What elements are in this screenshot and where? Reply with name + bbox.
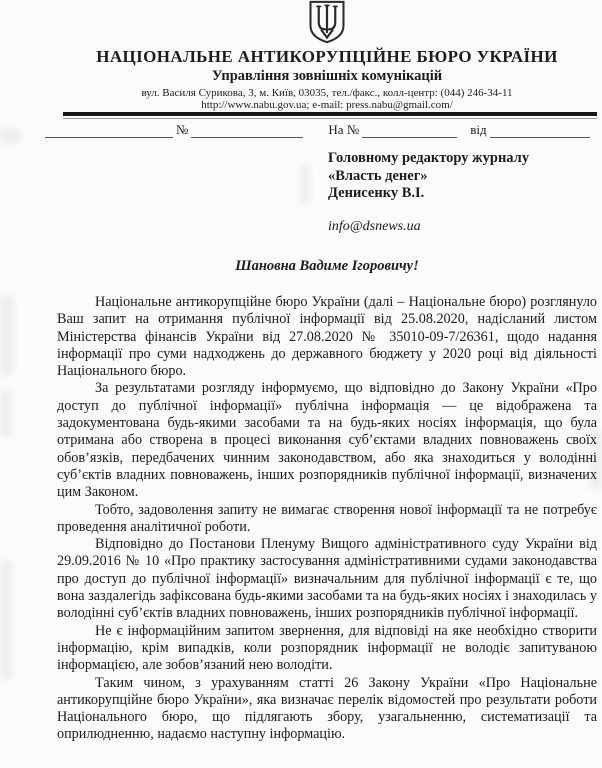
scan-artifact bbox=[0, 128, 20, 144]
number-blank-line bbox=[191, 124, 303, 138]
letterhead bbox=[57, 0, 597, 111]
scan-artifact bbox=[0, 295, 14, 375]
date-label: від bbox=[470, 122, 487, 137]
recipient-block bbox=[328, 150, 529, 203]
date-blank-line bbox=[45, 124, 173, 138]
reply-number-label: На № bbox=[328, 122, 360, 137]
org-name: НАЦІОНАЛЬНЕ АНТИКОРУПЦІЙНЕ БЮРО УКРАЇНИ bbox=[96, 47, 558, 66]
body-paragraph: Таким чином, з урахуванням статті 26 Закону України «Про Національне антикорупційне бюро України», яка визначає перелік відомостей про результати роботи Національного бюро, що підлягають збору, узагальненню, систематизації та оприлюдненню, надаємо наступну інформацію. bbox=[57, 674, 597, 743]
department-name: Управління зовнішніх комунікацій bbox=[211, 68, 443, 84]
body-paragraph: Національне антикорупційне бюро України (далі – Національне бюро) розглянуло Ваш запит на отримання публічної інформації від 25.08.2020, надісланий листом Міністерства фінансів України від 27.08.2020 № 35010-09-7/26361, щодо надання інформації про суми надходжень до державного бюджету у 2020 році від діяльності Національного бюро. bbox=[57, 294, 597, 380]
header-rule bbox=[63, 112, 597, 116]
org-address: вул. Василя Сурикова, 3, м. Київ, 03035, тел./факс., колл-центр: (044) 246-34-11 bbox=[141, 87, 513, 99]
recipient-title: Головному редактору журналу bbox=[328, 150, 530, 166]
scan-artifact bbox=[300, 165, 310, 205]
letter-body bbox=[57, 294, 597, 744]
recipient-name: Денисенку В.І. bbox=[328, 185, 425, 201]
reply-date-blank-line bbox=[490, 124, 590, 138]
recipient-email: info@dsnews.ua bbox=[328, 219, 421, 234]
body-paragraph: За результатами розгляду інформуємо, що відповідно до Закону України «Про доступ до публічної інформації» публічна інформація — це відображена та задокументована будь-якими засобами та на будь-яких носіях інформація, що була отримана або створена в процесі виконання суб’єктами владних повноважень своїх обов’язків, передбачених чинним законодавством, або яка знаходиться у володінні суб’єктів владних повноважень, інших розпорядників публічної інформації, визначених цим Законом. bbox=[57, 380, 597, 501]
org-web-email: http://www.nabu.gov.ua; e-mail: press.nabu@gmail.com/ bbox=[201, 99, 453, 111]
body-paragraph: Тобто, задоволення запиту не вимагає створення нової інформації та не потребує проведення аналітичної роботи. bbox=[57, 501, 597, 535]
recipient-journal: «Власть денег» bbox=[328, 167, 428, 184]
number-label: № bbox=[176, 122, 189, 137]
reply-number-blank-line bbox=[362, 124, 457, 138]
body-paragraph: Не є інформаційним запитом звернення, для відповіді на яке необхідно створити інформацію, крім випадків, коли розпорядник інформації не володіє запитуваною інформацією, але зобов’язаний нею володіти. bbox=[57, 622, 597, 674]
scan-artifact bbox=[0, 560, 12, 680]
ukraine-trident-emblem-icon bbox=[306, 0, 348, 44]
salutation: Шановна Вадиме Ігоровичу! bbox=[235, 258, 419, 274]
scan-artifact bbox=[0, 390, 12, 436]
header-rule-shadow bbox=[63, 118, 597, 119]
body-paragraph: Відповідно до Постанови Пленуму Вищого адміністративного суду України від 29.09.2016 № 10 «Про практику застосування адміністративними судами законодавства про доступ до публічної інформації» визначальним для публічної інформації є те, що вона заздалегідь зафіксована будь-якими засобами та на будь-яких носіях і знаходилась у володінні суб’єктів владних повноважень, інших розпорядників публічної інформації. bbox=[57, 536, 597, 622]
reference-row bbox=[45, 122, 590, 138]
